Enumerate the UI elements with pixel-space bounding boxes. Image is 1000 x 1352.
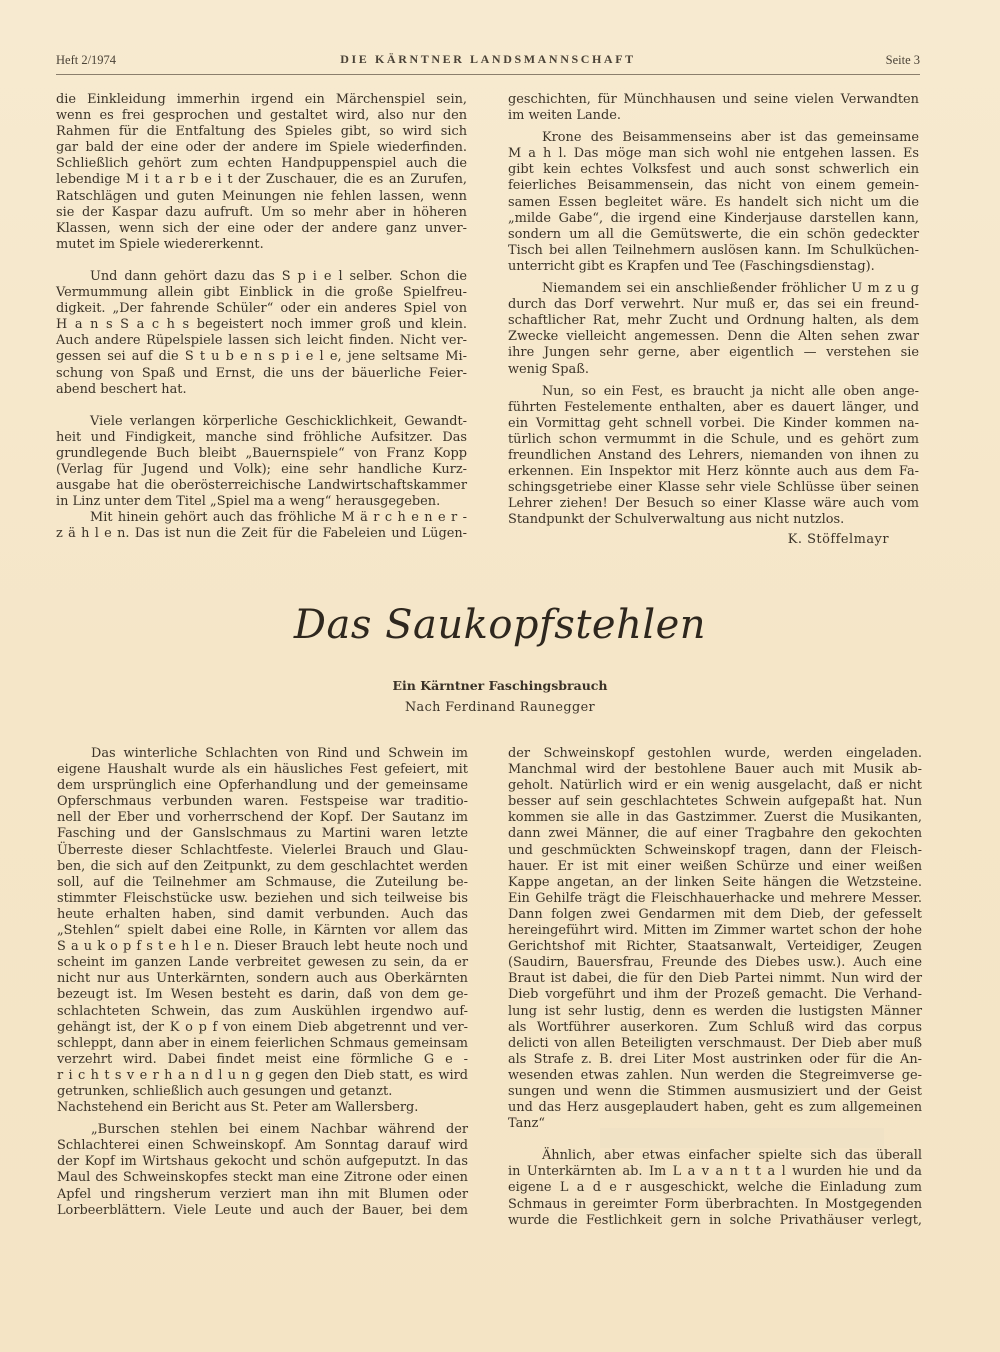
text-line: türlich schon vermummt in die Schule, und es gehört zum	[508, 431, 919, 447]
text-line: in Unterkärnten ab. Im L a v a n t t a l wurden hie und da	[508, 1164, 922, 1180]
text-line: sie der Kaspar dazu aufruft. Um so mehr aber in höheren	[56, 204, 467, 220]
paragraph-gap	[508, 1132, 922, 1148]
article-left-column	[57, 746, 468, 1219]
text-line: wesenden etwas zahlen. Nun werden die Stegreimverse ge-	[508, 1067, 922, 1083]
text-line: bezeugt ist. Im Wesen besteht es darin, daß von dem ge-	[57, 987, 468, 1003]
text-line: Braut ist dabei, die für den Dieb Partei nimmt. Nun wird der	[508, 971, 922, 987]
text-line: Lorbeerblättern. Viele Leute und auch der Bauer, bei dem	[57, 1202, 468, 1218]
text-line: delicti von allen Beteiligten verschmaust. Der Dieb aber muß	[508, 1035, 922, 1051]
text-line: verzehrt wird. Dabei findet meist eine förmliche G e -	[57, 1051, 468, 1067]
text-line: gibt kein echtes Volksfest und auch sonst schwerlich ein	[508, 162, 919, 178]
text-line: Manchmal wird der bestohlene Bauer auch mit Musik ab-	[508, 762, 922, 778]
text-line: (Saudirn, Bauersfrau, Freunde des Diebes usw.). Auch eine	[508, 955, 922, 971]
text-line: eigene Haushalt wurde als ein häusliches Fest gefeiert, mit	[57, 762, 468, 778]
text-line: gar bald der eine oder der andere im Spiele wiederfinden.	[56, 140, 467, 156]
text-line: Nun, so ein Fest, es braucht ja nicht alle oben ange-	[542, 383, 919, 399]
text-line: Opferschmaus verbunden waren. Festspeise war traditio-	[57, 794, 468, 810]
text-line: gessen sei auf die S t u b e n s p i e l e, jene seltsame Mi-	[56, 349, 467, 365]
text-line: schingsgetriebe einer Klasse sehr viele Schlüsse über seinen	[508, 480, 919, 496]
text-line: Standpunkt der Schulverwaltung aus nicht nutzlos.	[508, 512, 845, 528]
text-line: geschichten, für Münchhausen und seine vielen Verwandten	[508, 92, 919, 107]
publication-title: DIE KÄRNTNER LANDSMANNSCHAFT	[340, 52, 636, 66]
text-line: dann zwei Männer, die auf einer Tragbahre den gekochten	[508, 826, 922, 842]
text-line: der Kopf im Wirtshaus gekocht und schön aufgeputzt. In das	[57, 1154, 468, 1170]
text-line: im weiten Lande.	[508, 108, 621, 124]
text-line: Klassen, wenn sich der eine oder der andere ganz unver-	[56, 220, 467, 236]
article-title: Das Saukopfstehlen	[293, 602, 707, 648]
text-line: Und dann gehört dazu das S p i e l selber. Schon die	[90, 268, 467, 284]
text-line: Dieb vorgeführt und ihm der Prozeß gemacht. Die Verhand-	[508, 987, 922, 1003]
text-line: freundlichen Anstand des Lehrers, niemanden von ihnen zu	[508, 447, 919, 463]
text-line: Tisch bei allen Teilnehmern auslösen kann. Im Schulküchen-	[508, 242, 919, 258]
text-line: Krone des Beisammenseins aber ist das gemeinsame	[542, 130, 919, 146]
text-line: (Verlag für Jugend und Volk); eine sehr handliche Kurz-	[56, 461, 467, 477]
text-line: in Linz unter dem Titel „Spiel ma a weng“ herausgegeben.	[56, 494, 441, 510]
text-line: besser auf sein geschlachtetes Schwein aufgepaßt hat. Nun	[508, 794, 922, 810]
text-line: heit und Findigkeit, manche sind fröhliche Aufsitzer. Das	[56, 429, 467, 445]
text-line: wenig Spaß.	[508, 361, 589, 377]
text-line: digkeit. „Der fahrende Schüler“ oder ein anderes Spiel von	[56, 301, 467, 317]
text-line: abend beschert hat.	[56, 381, 187, 397]
author-signature: K. Stöffelmayr	[787, 532, 889, 548]
article-right-column	[508, 746, 922, 1229]
text-line: S a u k o p f s t e h l e n. Dieser Brauch lebt heute noch und	[57, 939, 468, 955]
text-line: Rahmen für die Entfaltung des Spieles gibt, so wird sich	[56, 124, 467, 140]
text-line: sungen und wenn die Stimmen ausmusiziert und der Geist	[508, 1083, 922, 1099]
text-line: erkennen. Ein Inspektor mit Herz könnte auch aus dem Fa-	[508, 464, 919, 480]
page-header	[56, 50, 920, 75]
text-line: Vermummung allein gibt Einblick in die große Spielfreu-	[56, 285, 467, 301]
text-line: „Stehlen“ spielt dabei eine Rolle, in Kärnten vor allem das	[57, 923, 468, 939]
text-line: ben, die sich auf den Zeitpunkt, zu dem geschlachtet werden	[57, 858, 468, 874]
text-line: als Strafe z. B. drei Liter Most austrinken oder für die An-	[508, 1051, 922, 1067]
text-line: M a h l. Das möge man sich wohl nie entgehen lassen. Es	[508, 146, 919, 162]
text-line: Ähnlich, aber etwas einfacher spielte sich das überall	[542, 1148, 922, 1164]
text-line: und geschmückten Schweinskopf tragen, dann der Fleisch-	[508, 842, 922, 858]
text-line: hauer. Er ist mit einer weißen Schürze und einer weißen	[508, 858, 922, 874]
text-line: ausgabe hat die oberösterreichische Landwirtschaftskammer	[56, 478, 467, 494]
text-line: feierliches Beisammensein, das nicht von einem gemein-	[508, 178, 919, 194]
text-line: führten Festelemente enthalten, aber es dauert länger, und	[508, 399, 919, 415]
article-byline: Nach Ferdinand Raunegger	[404, 700, 596, 715]
text-line: Schmaus in gereimter Form überbrachten. In Mostgegenden	[508, 1196, 922, 1212]
text-line: Fasching und der Ganslschmaus zu Martini waren letzte	[57, 826, 468, 842]
text-line: getrunken, schließlich auch gesungen und getanzt.	[57, 1083, 393, 1099]
text-line: Maul des Schweinskopfes steckt man eine Zitrone oder einen	[57, 1170, 468, 1186]
text-line: geholt. Natürlich wird er ein wenig ausgelacht, daß er nicht	[508, 778, 922, 794]
paragraph-gap	[56, 253, 467, 269]
text-line: Lehrer ziehen! Der Besuch so einer Klasse wäre auch vom	[508, 496, 919, 512]
text-line: Viele verlangen körperliche Geschicklichkeit, Gewandt-	[90, 413, 467, 429]
text-line: Das winterliche Schlachten von Rind und Schwein im	[91, 746, 468, 761]
text-line: Nachstehend ein Bericht aus St. Peter am Wallersberg.	[57, 1100, 419, 1116]
text-line: schung von Spaß und Ernst, die uns der bäuerliche Feier-	[56, 365, 467, 381]
text-line: r i c h t s v e r h a n d l u n g gegen den Dieb statt, es wird	[57, 1067, 468, 1083]
text-line: lebendige M i t a r b e i t der Zuschauer, die es an Zurufen,	[56, 172, 467, 188]
text-line: H a n s S a c h s begeistert noch immer groß und klein.	[56, 317, 467, 333]
text-line: nell der Eber und vorherrschend der Kopf. Der Sautanz im	[57, 810, 468, 826]
text-line: schlachteten Schwein, das zum Auskühlen irgendwo auf-	[57, 1003, 468, 1019]
text-line: mutet im Spiele wiedererkennt.	[56, 236, 264, 252]
text-line: der Schweinskopf gestohlen wurde, werden eingeladen.	[508, 746, 922, 761]
text-line: Apfel und ringsherum verziert man ihn mit Blumen oder	[57, 1186, 468, 1202]
text-line: grundlegende Buch bleibt „Bauernspiele“ von Franz Kopp	[56, 445, 467, 461]
text-line: „milde Gabe“, die irgend eine Kinderjause darstellen kann,	[508, 210, 919, 226]
text-line: z ä h l e n. Das ist nun die Zeit für die Fabeleien und Lügen-	[56, 526, 467, 542]
text-line: Zwecke vielleicht angemessen. Denn die Alten sehen zwar	[508, 329, 919, 345]
text-line: sondern um all die Gemütswerte, die ein schön gedeckter	[508, 226, 919, 242]
text-line: wurde die Festlichkeit gern in solche Privathäuser verlegt,	[508, 1212, 922, 1228]
text-line: soll, auf die Teilnehmer am Schmause, die Zuteilung be-	[57, 874, 468, 890]
text-line: Niemandem sei ein anschließender fröhlicher U m z u g	[542, 281, 919, 297]
text-line: stimmter Fleischstücke usw. beziehen und sich teilweise bis	[57, 890, 468, 906]
text-line: Ratschlägen und guten Meinungen nie fehlen lassen, wenn	[56, 188, 467, 204]
text-line: Mit hinein gehört auch das fröhliche M ä r c h e n e r -	[90, 510, 467, 526]
previous-article-left-column	[56, 92, 467, 542]
text-line: scheint im ganzen Lande verbreitet gewesen zu sein, da er	[57, 955, 468, 971]
text-line: ihre Jungen sehr gerne, aber eigentlich — verstehen sie	[508, 345, 919, 361]
text-line: die Einkleidung immerhin irgend ein Märchenspiel sein,	[56, 92, 467, 107]
text-line: Ein Gehilfe trägt die Fleischhauerhacke und mehrere Messer.	[508, 890, 922, 906]
text-line: Kappe angetan, an der linken Seite hängen die Wetzsteine.	[508, 874, 922, 890]
page-number: Seite 3	[885, 53, 920, 67]
issue-number: Heft 2/1974	[56, 53, 117, 67]
text-line: Tanz“	[508, 1116, 545, 1132]
text-line: „Burschen stehlen bei einem Nachbar während der	[91, 1122, 468, 1138]
text-line: unterricht gibt es Krapfen und Tee (Faschingsdienstag).	[508, 258, 875, 274]
text-line: lung ist sehr lustig, denn es werden die lustigsten Männer	[508, 1003, 922, 1019]
text-line: Gerichtshof mit Richter, Staatsanwalt, Verteidiger, Zeugen	[508, 939, 922, 955]
text-line: Schlachterei einen Schweinskopf. Am Sonntag darauf wird	[57, 1138, 468, 1154]
text-line: Auch andere Rüpelspiele lassen sich leicht finden. Nicht ver-	[56, 333, 467, 349]
text-line: und das Herz ausgeplaudert haben, geht es zum allgemeinen	[508, 1100, 922, 1116]
text-line: eigene L a d e r ausgeschickt, welche die Einladung zum	[508, 1180, 922, 1196]
text-line: Schließlich gehört zum echten Handpuppenspiel auch die	[56, 156, 467, 172]
previous-article-right-column	[508, 92, 919, 549]
text-line: schaftlicher Rat, mehr Zucht und Ordnung halten, als dem	[508, 313, 919, 329]
text-line: Dann folgen zwei Gendarmen mit dem Dieb, der gefesselt	[508, 906, 922, 922]
text-line: nicht nur aus Unterkärnten, sondern auch aus Oberkärnten	[57, 971, 468, 987]
text-line: dem ursprünglich eine Opferhandlung und der gemeinsame	[57, 778, 468, 794]
text-line: ein Vormittag geht schnell vorbei. Die Kinder kommen na-	[508, 415, 919, 431]
paragraph-gap	[56, 398, 467, 414]
text-line: kommen sie alle in das Gastzimmer. Zuerst die Musikanten,	[508, 810, 922, 826]
text-line: samen Essen begleitet wäre. Es handelt sich nicht um die	[508, 194, 919, 210]
text-line: schleppt, dann aber in einem feierlichen Schmaus gemeinsam	[57, 1035, 468, 1051]
text-line: gehängt ist, der K o p f von einem Dieb abgetrennt und ver-	[57, 1019, 468, 1035]
text-line: heute erhalten haben, sind damit verbunden. Auch das	[57, 906, 468, 922]
article-subtitle: Ein Kärntner Faschingsbrauch	[392, 678, 608, 693]
text-line: Überreste dieser Schlachtfeste. Vielerlei Brauch und Glau-	[57, 842, 468, 858]
text-line: wenn es frei gesprochen und gestaltet wird, also nur den	[56, 108, 467, 124]
text-line: hereingeführt wird. Mitten im Zimmer wartet schon der hohe	[508, 923, 922, 939]
text-line: durch das Dorf verwehrt. Nur muß er, das sei ein freund-	[508, 297, 919, 313]
text-line: als Wortführer auserkoren. Zum Schluß wird das corpus	[508, 1019, 922, 1035]
